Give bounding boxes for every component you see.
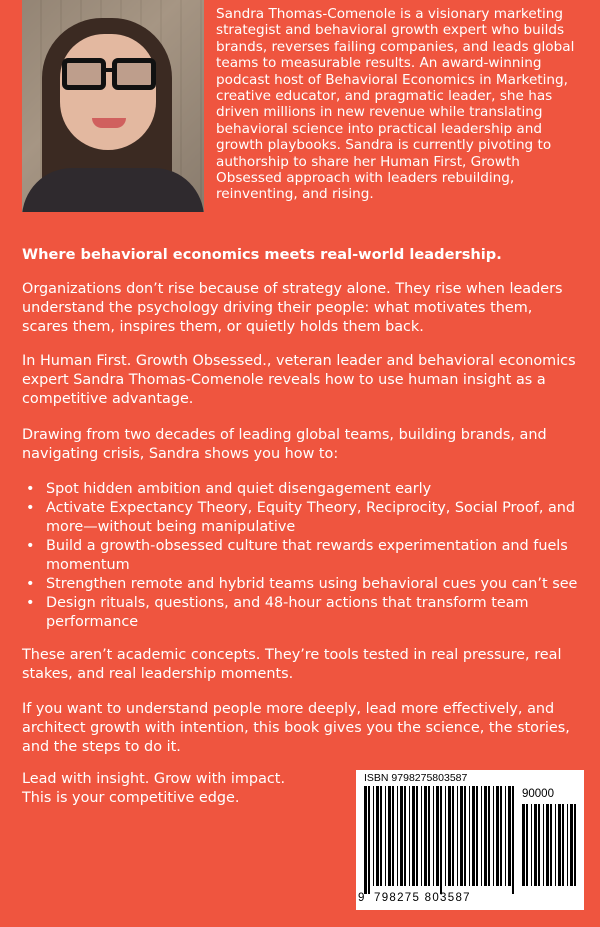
photo-shirt xyxy=(22,168,204,212)
barcode-bar xyxy=(464,786,466,886)
barcode-bar xyxy=(567,804,568,886)
barcode-bar xyxy=(484,786,487,886)
barcode-bar xyxy=(500,786,502,886)
author-bio: Sandra Thomas-Comenole is a visionary marketing strategist and behavioral growth expert who builds brands, reverses failing companies, and leads global teams to measurable results. An award-winning podcast host of Behavioral Economics in Marketing, creative educator, and pragmatic leader, she has driven millions in new revenue while translating behavioral science into practical leadership and growth playbooks. Sandra is currently pivoting to authorship to share her Human First, Growth Obsessed approach with leaders rebuilding, reinventing, and rising. xyxy=(216,6,575,203)
barcode-bar xyxy=(388,786,391,886)
barcode-bar xyxy=(412,786,415,886)
paragraph-intro: Organizations don’t rise because of strategy alone. They rise when leaders understand the psychology driving their people: what motivates them, scares them, inspires them, or quietly holds them back. xyxy=(22,281,563,335)
ean-barcode-bars xyxy=(364,786,516,894)
barcode-bar xyxy=(364,786,367,894)
paragraph-drawing: Drawing from two decades of leading global teams, building brands, and navigating crisis, Sandra shows you how to: xyxy=(22,427,547,462)
closing-line-2: This is your competitive edge. xyxy=(22,790,240,806)
barcode-bar xyxy=(421,786,422,886)
bullet-item: • Strengthen remote and hybrid teams using behavioral cues you can’t see xyxy=(22,575,582,594)
barcode-bar xyxy=(392,786,394,886)
barcode-bar xyxy=(424,786,427,886)
barcode-bar xyxy=(476,786,478,886)
barcode-bar xyxy=(574,804,576,886)
bullet-item: • Design rituals, questions, and 48-hour actions that transform team performance xyxy=(22,594,582,632)
barcode-bar xyxy=(562,804,564,886)
barcode-bar xyxy=(400,786,403,886)
barcode-bar xyxy=(488,786,490,886)
photo-lips xyxy=(92,118,126,128)
barcode-bar xyxy=(526,804,528,886)
headline: Where behavioral economics meets real-world leadership. xyxy=(22,246,502,263)
barcode-bar xyxy=(481,786,482,886)
photo-glasses-bridge xyxy=(105,68,113,72)
barcode-bar xyxy=(512,786,514,894)
paragraph-tools: These aren’t academic concepts. They’re tools tested in real pressure, real stakes, and real leadership moments. xyxy=(22,647,562,682)
barcode-bar xyxy=(570,804,573,886)
closing-line-1: Lead with insight. Grow with impact. xyxy=(22,771,286,787)
barcode-bar xyxy=(452,786,454,886)
barcode-bar xyxy=(531,804,532,886)
barcode-bar xyxy=(508,786,511,886)
barcode-bar xyxy=(493,786,494,886)
bullet-item: • Activate Expectancy Theory, Equity Theory, Reciprocity, Social Proof, and more—without being manipulative xyxy=(22,499,582,537)
addon-code: 90000 xyxy=(522,788,554,800)
barcode-bar xyxy=(448,786,451,886)
barcode-bar xyxy=(555,804,556,886)
photo-glasses-right xyxy=(112,58,156,90)
barcode-bar xyxy=(457,786,458,886)
isbn-label: ISBN 9798275803587 xyxy=(364,772,468,784)
barcode-bar xyxy=(460,786,463,886)
paragraph-book: In Human First. Growth Obsessed., veteran leader and behavioral economics expert Sandra Thomas-Comenole reveals how to use human insight as a competitive advantage. xyxy=(22,353,576,407)
barcode-bar xyxy=(496,786,499,886)
barcode-bar xyxy=(373,786,374,886)
ean-digits: 798275 803587 xyxy=(374,892,471,904)
barcode-box xyxy=(356,770,584,910)
barcode-bar xyxy=(534,804,537,886)
barcode-bar xyxy=(469,786,470,886)
addon-barcode-bars xyxy=(522,804,578,894)
barcode-bar xyxy=(397,786,398,886)
barcode-bar xyxy=(368,786,370,894)
bullet-item: • Spot hidden ambition and quiet disengagement early xyxy=(22,480,582,499)
barcode-bar xyxy=(433,786,434,886)
bullet-list xyxy=(22,480,582,632)
barcode-bar xyxy=(543,804,544,886)
barcode-bar xyxy=(440,786,442,894)
barcode-bar xyxy=(428,786,430,886)
barcode-bar xyxy=(472,786,475,886)
bullet-item: • Build a growth-obsessed culture that rewards experimentation and fuels momentum xyxy=(22,537,582,575)
barcode-bar xyxy=(445,786,446,886)
barcode-bar xyxy=(404,786,406,886)
barcode-bar xyxy=(380,786,382,886)
author-photo xyxy=(22,0,204,212)
barcode-bar xyxy=(505,786,506,886)
barcode-bar xyxy=(385,786,386,886)
barcode-bar xyxy=(409,786,410,886)
ean-first-digit: 9 xyxy=(358,892,365,904)
barcode-bar xyxy=(416,786,418,886)
barcode-bar xyxy=(546,804,549,886)
paragraph-cta: If you want to understand people more deeply, lead more effectively, and architect growth with intention, this book gives you the science, the stories, and the steps to do it. xyxy=(22,701,570,755)
photo-face xyxy=(60,34,156,150)
barcode-bar xyxy=(436,786,439,886)
barcode-bar xyxy=(538,804,540,886)
photo-glasses-left xyxy=(62,58,106,90)
barcode-bar xyxy=(376,786,379,886)
barcode-bar xyxy=(550,804,552,886)
barcode-bar xyxy=(522,804,525,886)
barcode-bar xyxy=(558,804,561,886)
